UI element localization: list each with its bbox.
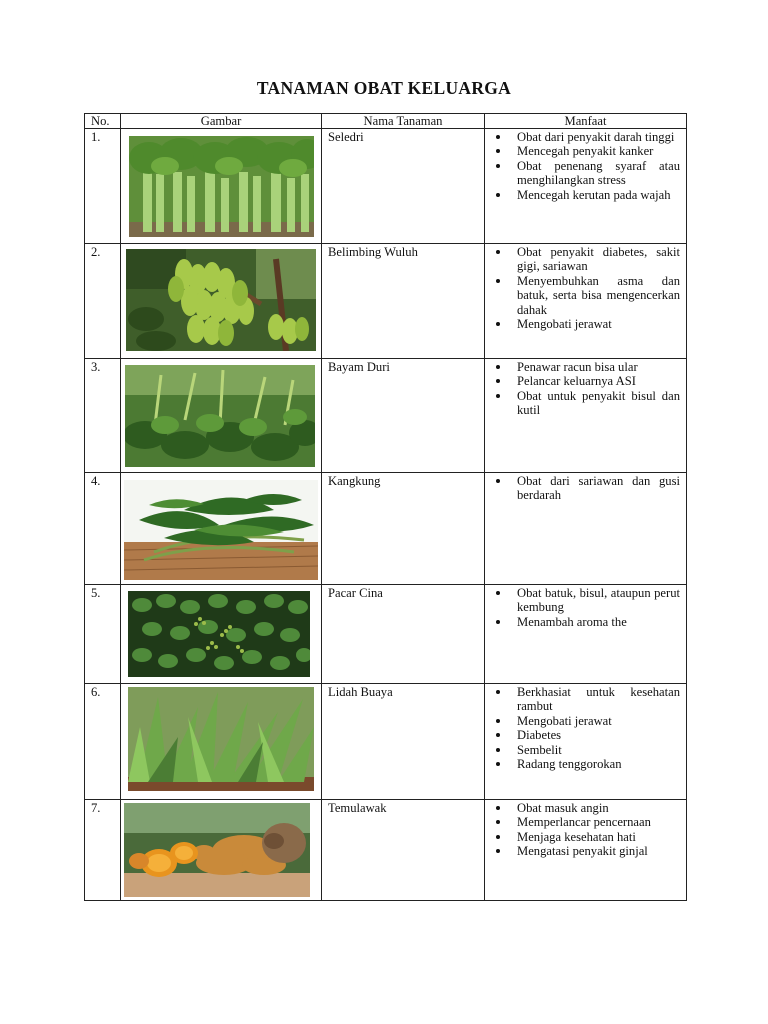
benefit-item: Pelancar keluarnya ASI: [485, 374, 680, 388]
benefit-item: Mengatasi penyakit ginjal: [485, 844, 680, 858]
table-row: [85, 473, 687, 585]
benefits-cell: [485, 684, 687, 800]
row-number: 6.: [85, 684, 121, 800]
row-number: 1.: [85, 129, 121, 244]
benefit-item: Sembelit: [485, 743, 680, 757]
table-row: [85, 129, 687, 244]
image-cell: [121, 473, 322, 585]
image-cell: [121, 585, 322, 684]
benefit-item: Memperlancar pencernaan: [485, 815, 680, 829]
plant-name: Pacar Cina: [322, 585, 485, 684]
benefit-item: Obat batuk, bisul, ataupun perut kembung: [485, 586, 680, 615]
medicinal-plants-table: [84, 113, 687, 901]
image-cell: [121, 129, 322, 244]
plant-name: Lidah Buaya: [322, 684, 485, 800]
benefits-list: [485, 360, 680, 418]
benefit-item: Mengobati jerawat: [485, 714, 680, 728]
benefits-list: [485, 685, 680, 771]
plant-name: Seledri: [322, 129, 485, 244]
row-number: 3.: [85, 359, 121, 473]
benefits-cell: [485, 473, 687, 585]
table-header-row: [85, 114, 687, 129]
spiny-amaranth-photo: [125, 365, 315, 467]
image-cell: [121, 800, 322, 901]
benefit-item: Obat untuk penyakit bisul dan kutil: [485, 389, 680, 418]
benefit-item: Menambah aroma the: [485, 615, 680, 629]
benefits-cell: [485, 585, 687, 684]
image-cell: [121, 244, 322, 359]
table-row: [85, 244, 687, 359]
header-manfaat: Manfaat: [485, 114, 687, 129]
header-gambar: Gambar: [121, 114, 322, 129]
benefit-item: Penawar racun bisa ular: [485, 360, 680, 374]
benefits-list: [485, 245, 680, 331]
benefits-list: [485, 130, 680, 202]
benefits-cell: [485, 129, 687, 244]
row-number: 7.: [85, 800, 121, 901]
document-title: TANAMAN OBAT KELUARGA: [256, 78, 512, 98]
benefit-item: Menyembuhkan asma dan batuk, serta bisa mengencerkan dahak: [485, 274, 680, 317]
table-row: [85, 684, 687, 800]
benefit-item: Obat dari penyakit darah tinggi: [485, 130, 680, 144]
benefit-item: Obat dari sariawan dan gusi berdarah: [485, 474, 680, 503]
benefits-cell: [485, 800, 687, 901]
benefit-item: Obat penenang syaraf atau menghilangkan stress: [485, 159, 680, 188]
plant-name: Belimbing Wuluh: [322, 244, 485, 359]
benefits-list: [485, 474, 680, 503]
benefit-item: Mengobati jerawat: [485, 317, 680, 331]
chinese-rice-flower-photo: [128, 591, 310, 677]
benefit-item: Menjaga kesehatan hati: [485, 830, 680, 844]
row-number: 4.: [85, 473, 121, 585]
javanese-ginger-photo: [124, 803, 310, 897]
benefit-item: Radang tenggorokan: [485, 757, 680, 771]
benefits-cell: [485, 359, 687, 473]
bilimbi-photo: [126, 249, 316, 351]
table-row: [85, 800, 687, 901]
table-row: [85, 359, 687, 473]
celery-photo: [129, 136, 314, 237]
image-cell: [121, 684, 322, 800]
aloe-vera-photo: [128, 687, 314, 791]
benefits-list: [485, 801, 680, 859]
plant-name: Kangkung: [322, 473, 485, 585]
image-cell: [121, 359, 322, 473]
header-nama: Nama Tanaman: [322, 114, 485, 129]
header-no: No.: [85, 114, 121, 129]
benefit-item: Berkhasiat untuk kesehatan rambut: [485, 685, 680, 714]
benefit-item: Mencegah kerutan pada wajah: [485, 188, 680, 202]
benefit-item: Obat masuk angin: [485, 801, 680, 815]
plant-name: Temulawak: [322, 800, 485, 901]
plant-name: Bayam Duri: [322, 359, 485, 473]
benefit-item: Diabetes: [485, 728, 680, 742]
table-row: [85, 585, 687, 684]
benefit-item: Mencegah penyakit kanker: [485, 144, 680, 158]
water-spinach-photo: [124, 480, 318, 580]
benefit-item: Obat penyakit diabetes, sakit gigi, sariawan: [485, 245, 680, 274]
benefits-cell: [485, 244, 687, 359]
row-number: 2.: [85, 244, 121, 359]
row-number: 5.: [85, 585, 121, 684]
benefits-list: [485, 586, 680, 629]
